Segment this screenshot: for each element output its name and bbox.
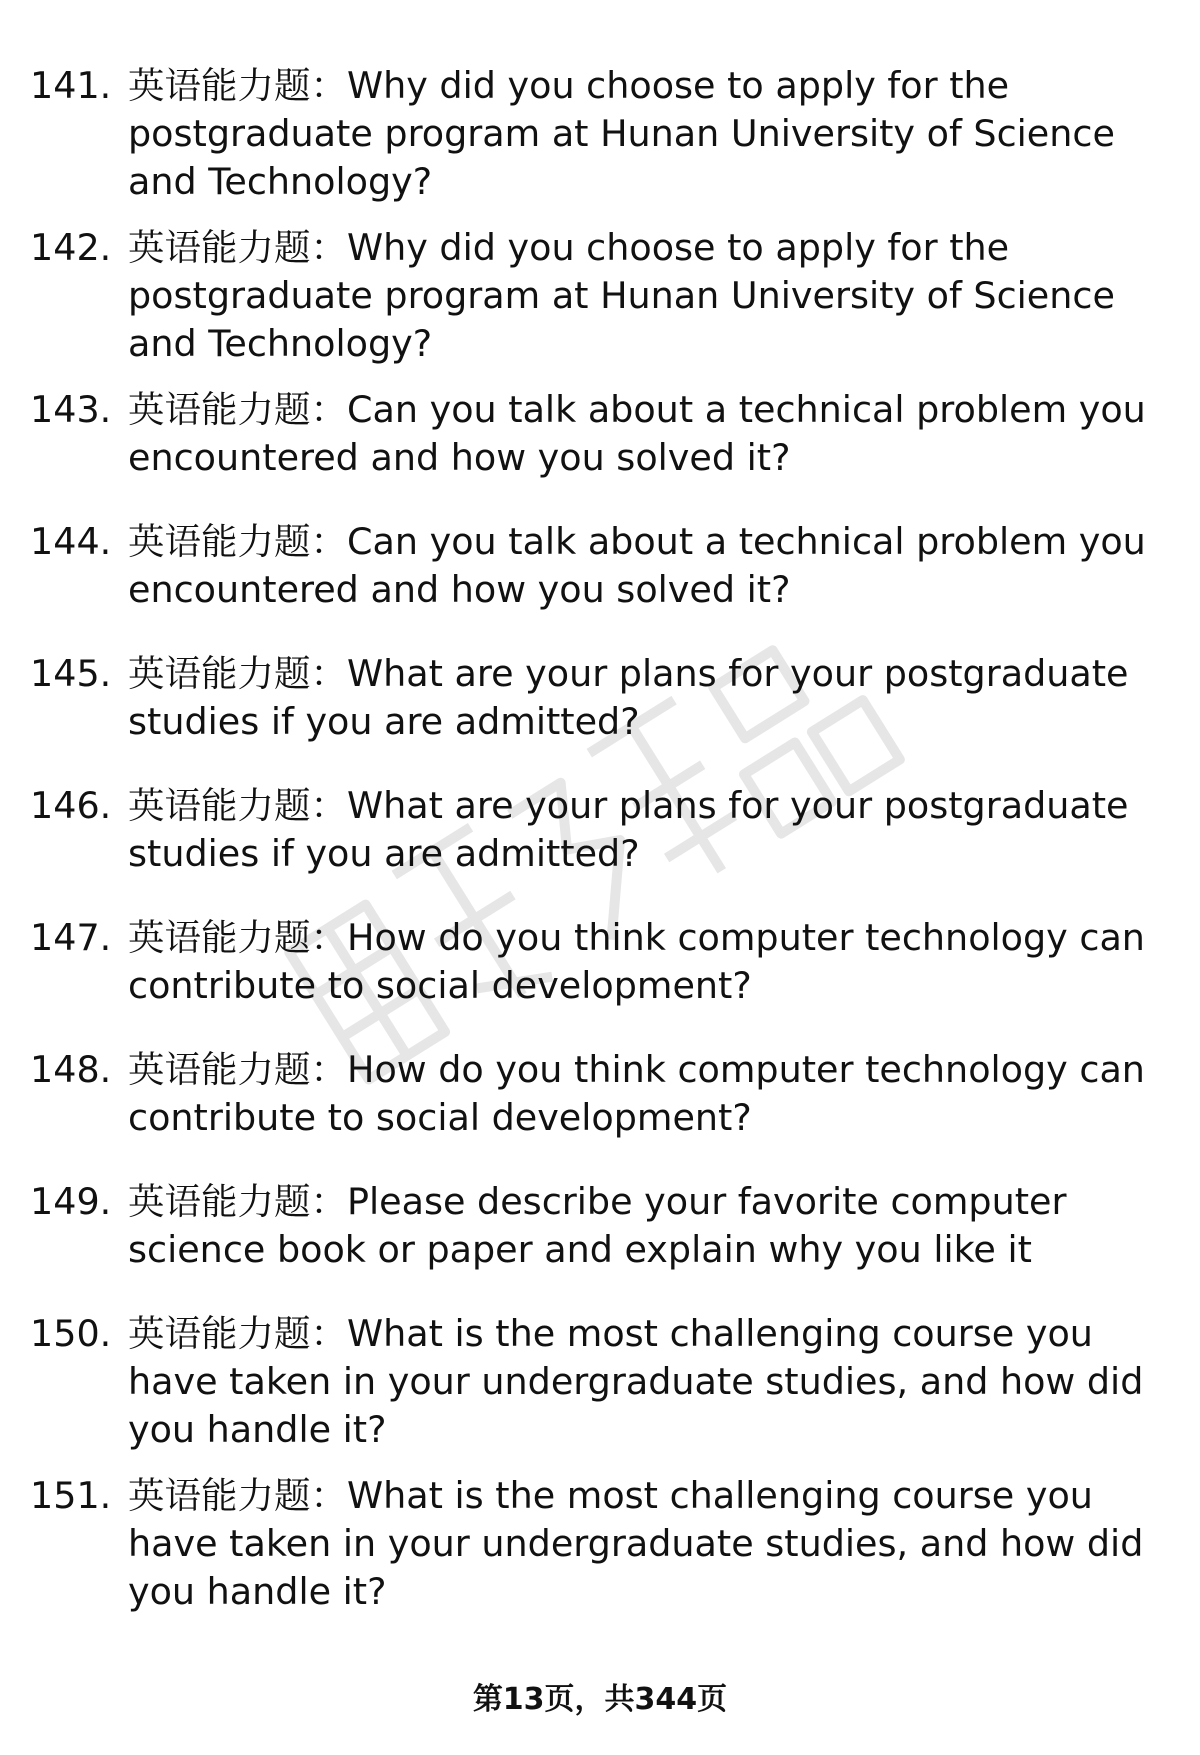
question-item	[30, 1472, 1170, 1616]
question-text: What are your plans for your postgraduate studies if you are admitted?	[128, 652, 1129, 743]
question-tag: 英语能力题：	[128, 226, 347, 269]
question-body	[128, 782, 1170, 878]
question-number: 146.	[30, 784, 112, 827]
question-number: 147.	[30, 916, 112, 959]
question-tag: 英语能力题：	[128, 388, 347, 431]
question-item	[30, 650, 1170, 746]
question-list	[30, 62, 1170, 1616]
question-item	[30, 224, 1170, 368]
question-item	[30, 1310, 1170, 1454]
question-item	[30, 1178, 1170, 1274]
question-number: 148.	[30, 1048, 112, 1091]
question-text: Please describe your favorite computer science book or paper and explain why you like it	[128, 1180, 1067, 1271]
question-number: 145.	[30, 652, 112, 695]
question-body	[128, 1472, 1170, 1616]
page-number: 第13页，共344页	[472, 1682, 728, 1717]
question-tag: 英语能力题：	[128, 652, 347, 695]
question-body	[128, 518, 1170, 614]
question-text: What is the most challenging course you have taken in your undergraduate studies, and how did you handle it?	[128, 1312, 1144, 1451]
question-number: 151.	[30, 1474, 112, 1517]
question-text: Why did you choose to apply for the postgraduate program at Hunan University of Science and Technology?	[128, 64, 1115, 203]
question-text: Can you talk about a technical problem you encountered and how you solved it?	[128, 520, 1146, 611]
question-body	[128, 650, 1170, 746]
question-number: 141.	[30, 64, 112, 107]
question-text: Can you talk about a technical problem you encountered and how you solved it?	[128, 388, 1146, 479]
question-body	[128, 1046, 1170, 1142]
question-item	[30, 1046, 1170, 1142]
question-body	[128, 914, 1170, 1010]
question-body	[128, 386, 1170, 482]
question-body	[128, 62, 1170, 206]
question-item	[30, 782, 1170, 878]
question-item	[30, 518, 1170, 614]
question-body	[128, 1178, 1170, 1274]
question-text: Why did you choose to apply for the postgraduate program at Hunan University of Science and Technology?	[128, 226, 1115, 365]
question-text: What are your plans for your postgraduate studies if you are admitted?	[128, 784, 1129, 875]
question-item	[30, 386, 1170, 482]
question-number: 142.	[30, 226, 112, 269]
question-body	[128, 224, 1170, 368]
question-tag: 英语能力题：	[128, 1180, 347, 1223]
question-number: 144.	[30, 520, 112, 563]
question-item	[30, 914, 1170, 1010]
question-tag: 英语能力题：	[128, 1474, 347, 1517]
question-body	[128, 1310, 1170, 1454]
question-tag: 英语能力题：	[128, 520, 347, 563]
question-tag: 英语能力题：	[128, 64, 347, 107]
question-item	[30, 62, 1170, 206]
question-tag: 英语能力题：	[128, 1048, 347, 1091]
question-tag: 英语能力题：	[128, 784, 347, 827]
question-text: How do you think computer technology can contribute to social development?	[128, 916, 1145, 1007]
question-number: 149.	[30, 1180, 112, 1223]
question-text: How do you think computer technology can contribute to social development?	[128, 1048, 1145, 1139]
question-number: 143.	[30, 388, 112, 431]
question-number: 150.	[30, 1312, 112, 1355]
question-text: What is the most challenging course you have taken in your undergraduate studies, and how did you handle it?	[128, 1474, 1144, 1613]
question-tag: 英语能力题：	[128, 1312, 347, 1355]
question-tag: 英语能力题：	[128, 916, 347, 959]
